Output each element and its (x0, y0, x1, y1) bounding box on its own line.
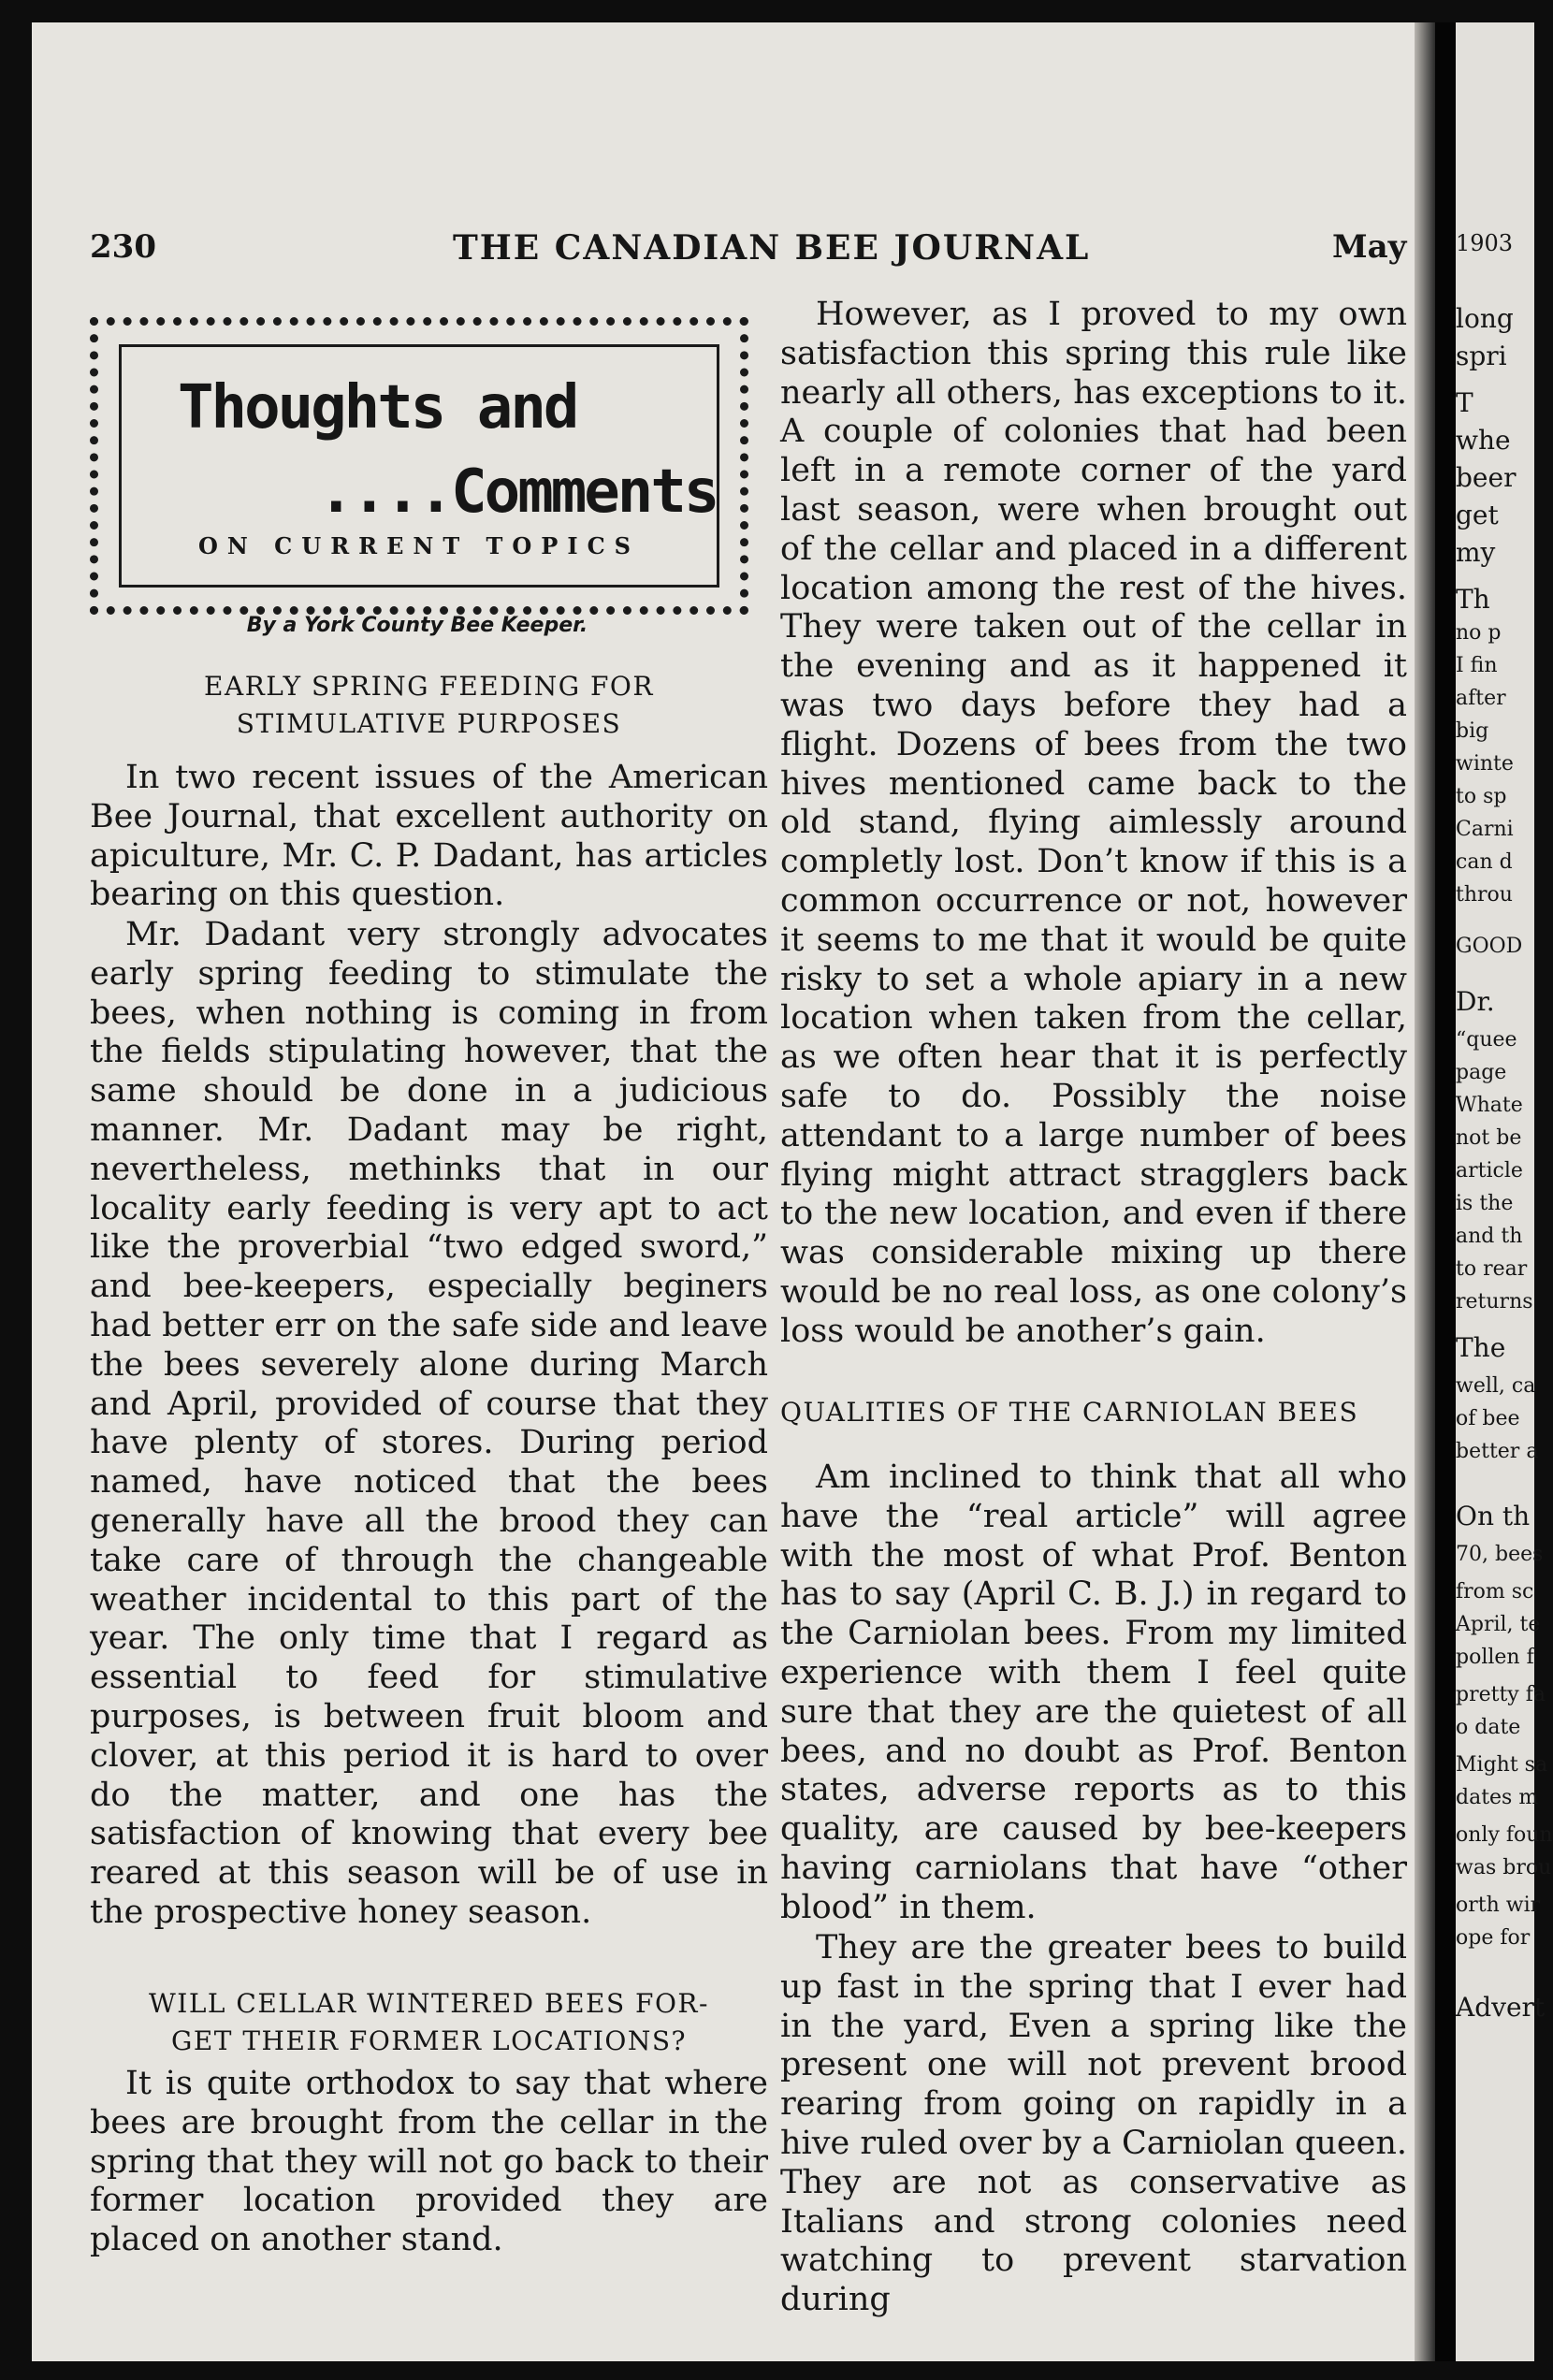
next-page-fragment: not be (1456, 1126, 1522, 1150)
next-page-fragment: my (1456, 537, 1496, 568)
heading-line: EARLY SPRING FEEDING FOR (204, 671, 654, 702)
next-page-fragment: to sp (1456, 785, 1507, 808)
next-page-fragment: whe (1456, 425, 1511, 456)
next-page-fragment: The (1456, 1332, 1506, 1363)
section-heading-cellar-wintered (90, 1985, 768, 2060)
next-page-fragment: of bee (1456, 1407, 1520, 1430)
next-page-fragment: article (1456, 1159, 1523, 1183)
next-page-fragment: April, te (1456, 1613, 1541, 1636)
next-page-fragment: from sc (1456, 1580, 1534, 1604)
page-number: 230 (90, 228, 156, 266)
column-title-line2: ....Comments (318, 457, 718, 527)
next-page-fragment: ope for (1456, 1926, 1531, 1950)
column-subtitle: ON CURRENT TOPICS (197, 532, 641, 559)
column-title-frame (119, 344, 719, 588)
column-title-line1: Thoughts and (178, 373, 577, 443)
next-page-fragment: big (1456, 719, 1489, 743)
next-page-fragment: well, ca (1456, 1374, 1536, 1398)
next-page-fragment: dates m (1456, 1786, 1539, 1809)
next-page-fragment: I fin (1456, 654, 1498, 677)
next-page-fragment: o date (1456, 1716, 1521, 1739)
next-page-fragment: long (1456, 303, 1514, 334)
paragraph: Mr. Dadant very strongly advocates early spring feeding to stimulate the bees, when nothing is coming in from the fields stipulating however, that the same should be done in a judicious manner. Mr. Dadant may be right, nevertheless, methinks that in our locality early feeding is very apt to act like the proverbial “two edged sword,” and bee-keepers, especially beginers had better err on the safe side and leave the bees severely alone during March and April, provided of course that they have plenty of stores. During period named, have noticed that the bees generally have all the brood they can take care of through the changeable weather incidental to this part of the year. The only time that I regard as essential to feed for stimulative purposes, is between fruit bloom and clover, at this period it is hard to over do the matter, and one has the satisfaction of knowing that every bee reared at this season will be of use in the prospective honey season. (90, 916, 768, 1931)
section-heading-carniolan: QUALITIES OF THE CARNIOLAN BEES (780, 1397, 1359, 1428)
paragraph: They are the greater bees to build up fast in the spring that I ever had in the yard, Even a spring like the present one will not prevent brood rearing from going on rapidly in a hive ruled over by a Carniolan queen. They are not as conservative as Italians and strong colonies need watching to prevent starvation during (780, 1929, 1407, 2319)
paragraph: However, as I proved to my own satisfaction this spring this rule like nearly all others, has exceptions to it. A couple of colonies that had been left in a remote corner of the yard last season, were when brought out of the cellar and placed in a different location among the rest of the hives. They were taken out of the cellar in the evening and as it happened it was two days before they had a flight. Dozens of bees from the two hives mentioned came back to the old stand, flying aimlessly around completly lost. Don’t know if this is a common occurrence or not, however it seems to me that it would be quite risky to set a whole apiary in a new location when taken from the cellar, as we often hear that it is perfectly safe to do. Possibly the noise attendant to a large number of bees flying might attract stragglers back to the new location, and even if there was considerable mixing up there would be no real loss, as one colony’s loss would be another’s gain. (780, 296, 1407, 1350)
next-page-fragment: get (1456, 500, 1499, 530)
next-page-fragment: only foun (1456, 1823, 1553, 1847)
next-page-fragment: better a (1456, 1440, 1539, 1463)
heading-line: GET THEIR FORMER LOCATIONS? (170, 2025, 688, 2056)
next-page-fragment: pollen f (1456, 1646, 1534, 1669)
journal-title: THE CANADIAN BEE JOURNAL (453, 228, 1091, 268)
next-page-fragment: beer (1456, 462, 1517, 493)
next-page-fragment: On th (1456, 1501, 1531, 1531)
column-byline: By a York County Bee Keeper. (246, 614, 588, 637)
binding-gutter (1435, 22, 1456, 2361)
next-page-fragment: GOOD (1456, 935, 1523, 958)
next-page-fragment: was brou (1456, 1856, 1552, 1879)
paragraph: It is quite orthodox to say that where bees are brought from the cellar in the spring that they will not go back to their former location provided they are placed on another stand. (90, 2065, 768, 2259)
section-heading-spring-feeding (90, 668, 768, 743)
next-page-fragment: 1903 (1456, 230, 1514, 256)
next-page-fragment: spri (1456, 341, 1507, 371)
next-page-fragment: Carni (1456, 818, 1514, 841)
next-page-fragment: orth wir (1456, 1894, 1541, 1917)
next-page-fragment: and th (1456, 1225, 1523, 1248)
next-page-fragment: Advert (1456, 1992, 1546, 2023)
next-page-fragment: page (1456, 1061, 1507, 1084)
next-page-fragment: T (1456, 387, 1473, 418)
next-page-fragment: after (1456, 687, 1506, 710)
next-page-fragment: Th (1456, 584, 1490, 615)
heading-line: STIMULATIVE PURPOSES (236, 708, 622, 739)
header-month: May (1332, 228, 1407, 266)
next-page-fragment: Might sa (1456, 1753, 1548, 1777)
next-page-fragment: Whate (1456, 1094, 1523, 1117)
next-page-fragment: winte (1456, 752, 1514, 776)
next-page-fragment: throu (1456, 883, 1513, 907)
next-page-fragment: “quee (1456, 1028, 1517, 1052)
next-page-fragment: 70, bees (1456, 1543, 1544, 1566)
next-page-fragment: no p (1456, 621, 1502, 645)
next-page-fragment: is the (1456, 1192, 1514, 1215)
journal-page (32, 22, 1435, 2361)
column-title-box (90, 317, 748, 615)
next-page-fragment: pretty fa (1456, 1683, 1546, 1706)
heading-line: WILL CELLAR WINTERED BEES FOR- (149, 1988, 709, 2019)
paragraph: Am inclined to think that all who have the “real article” will agree with the most of what Prof. Benton has to say (April C. B. J.) in regard to the Carniolan bees. From my limited experience with them I feel quite sure that they are the quietest of all bees, and no doubt as Prof. Benton states, adverse reports as to this quality, are caused by bee-keepers having carniolans that have “other blood” in them. (780, 1458, 1407, 1926)
next-page-fragment: returns (1456, 1290, 1533, 1313)
next-page-strip (1456, 22, 1553, 2361)
next-page-fragment: Dr. (1456, 986, 1495, 1017)
next-page-fragment: can d (1456, 850, 1513, 874)
paragraph: In two recent issues of the American Bee Journal, that excellent authority on apiculture, Mr. C. P. Dadant, has articles bearing on this question. (90, 759, 768, 914)
next-page-fragment: to rear (1456, 1257, 1528, 1281)
